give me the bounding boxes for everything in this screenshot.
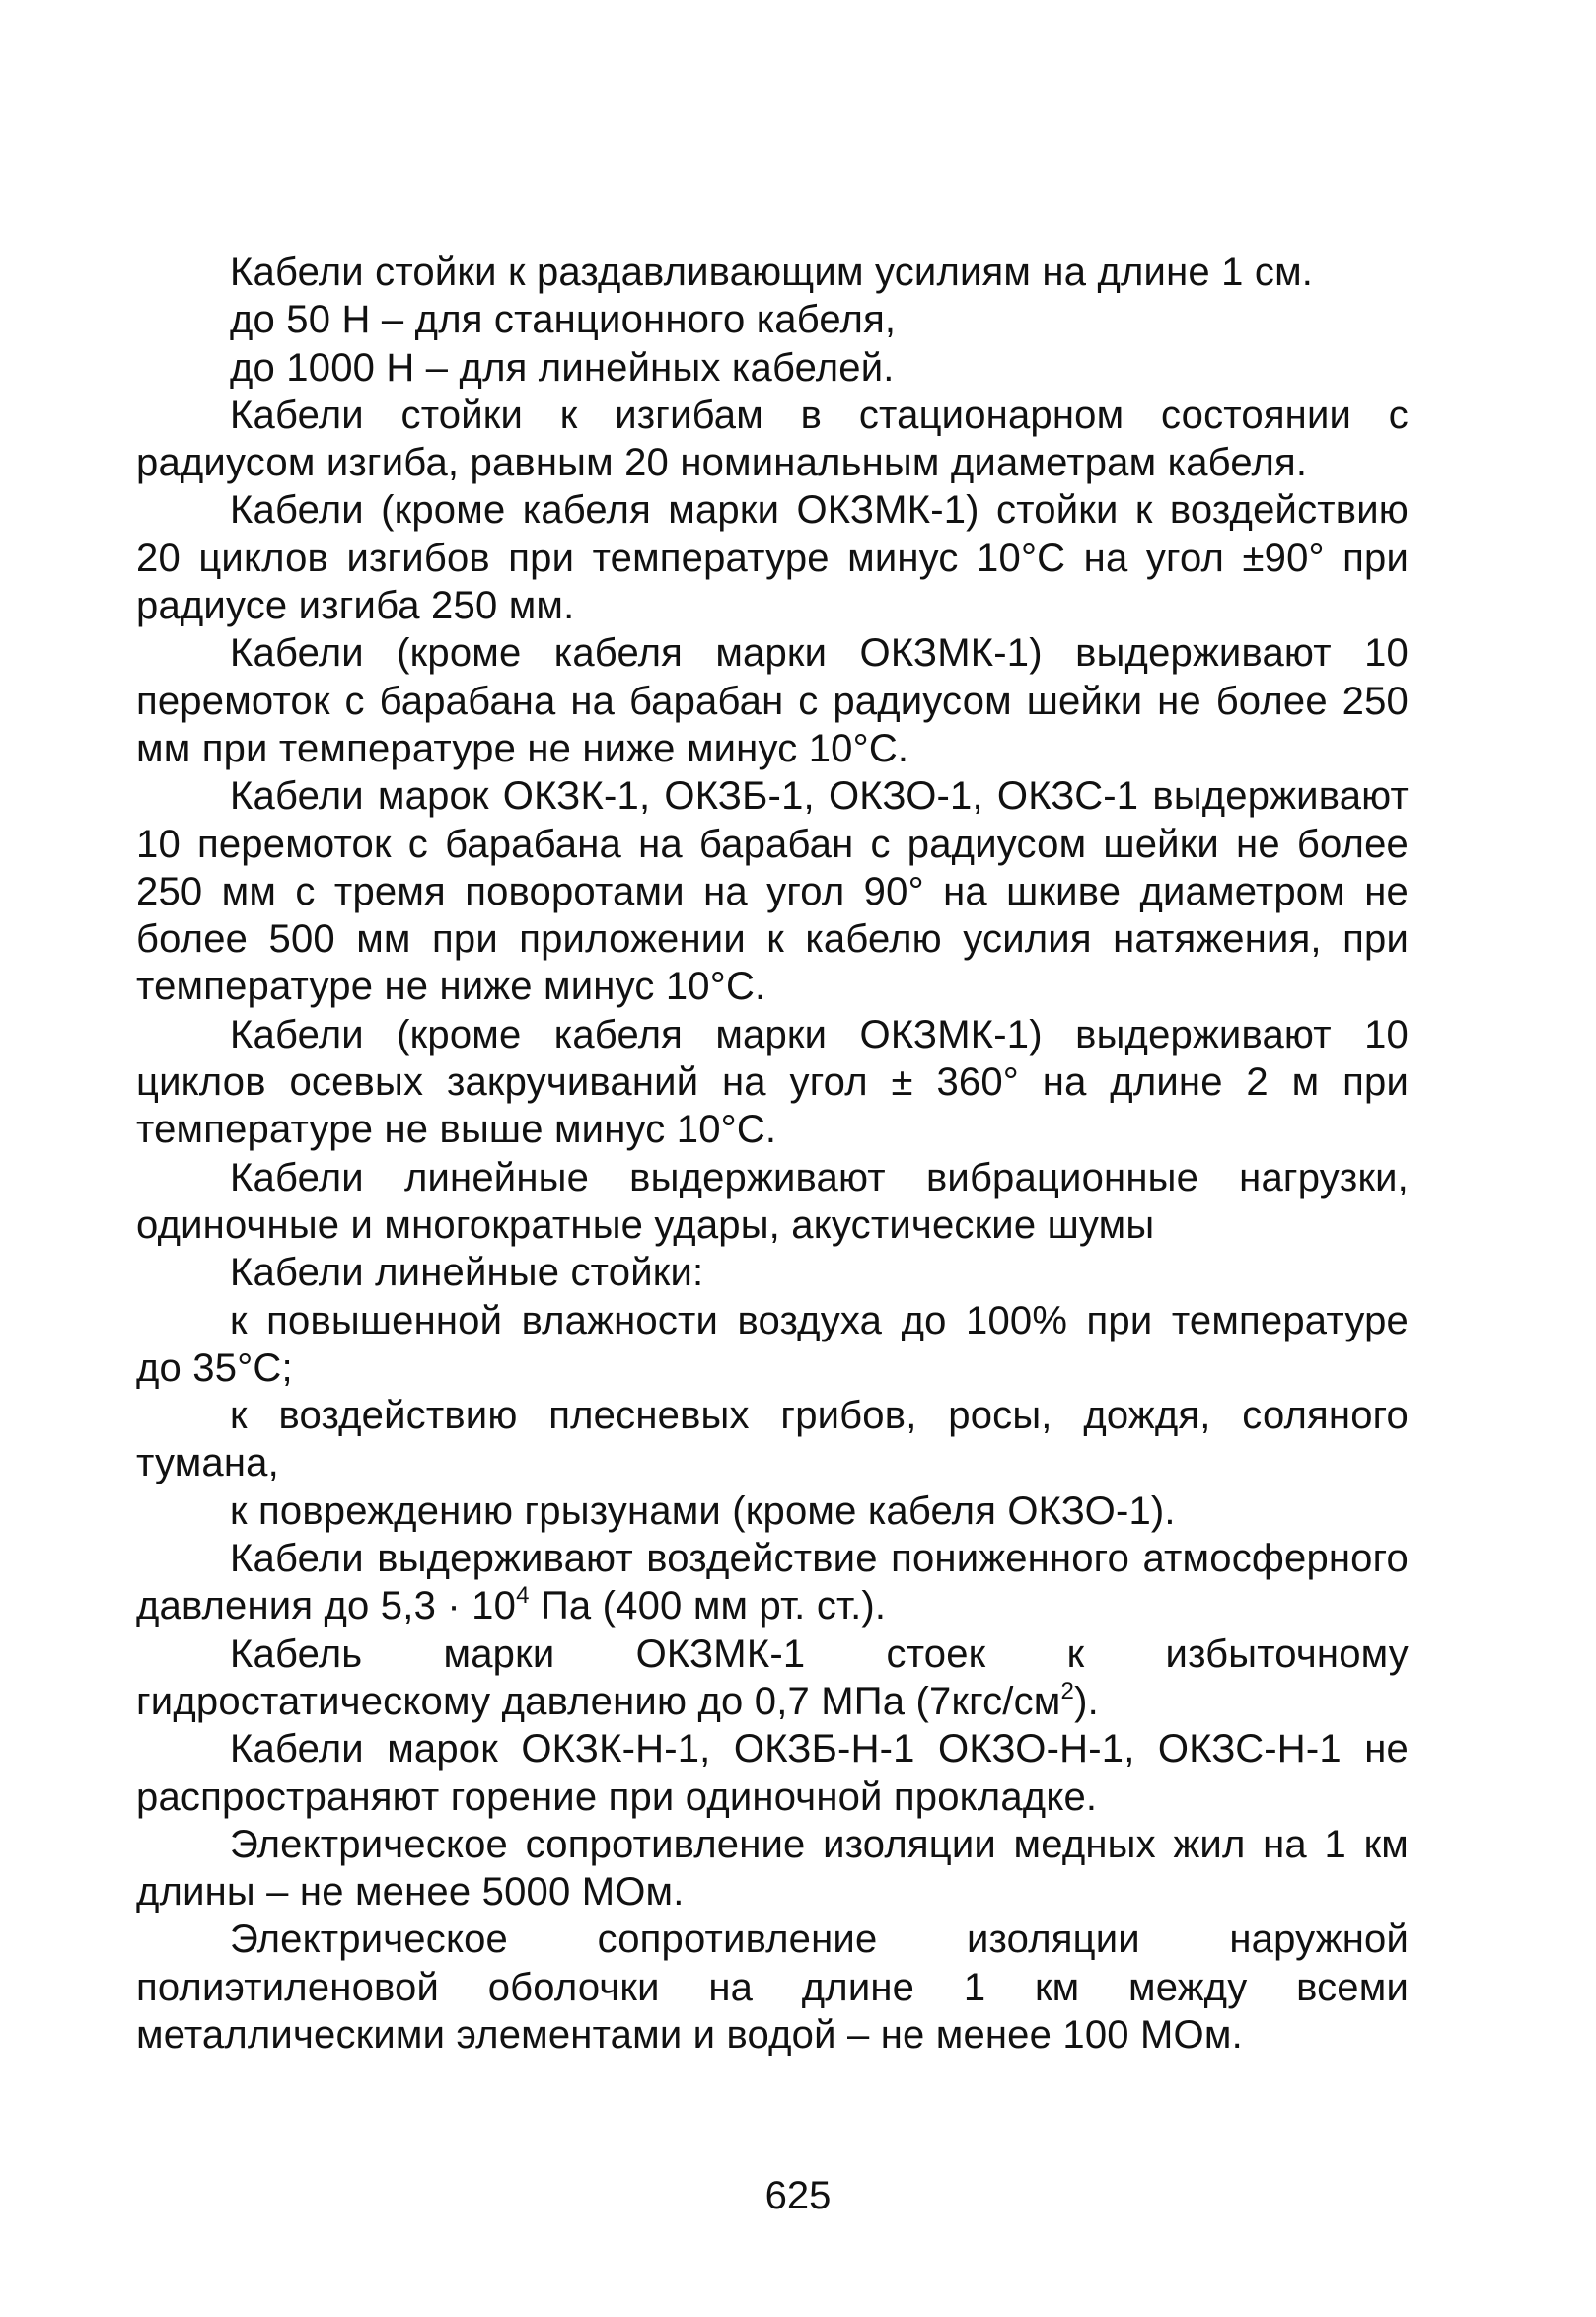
paragraph-axial-twisting: Кабели (кроме кабеля марки ОКЗМК-1) выдерживают 10 циклов осевых закручиваний на угол ± 360° на длине 2 м при температуре не выше минус 10°С. — [136, 1012, 1409, 1152]
hydrostatic-text: Кабель марки ОКЗМК-1 стоек к избыточному гидростатическому давлению до 0,7 МПа (7кгс/см — [136, 1631, 1409, 1723]
paragraph-rewinding-marks: Кабели марок ОКЗК-1, ОКЗБ-1, ОКЗО-1, ОКЗС-1 выдерживают 10 перемоток с барабана на барабан с радиусом шейки не более 250 мм с тремя поворотами на угол 90° на шкиве диаметром не более 500 мм при приложении к кабелю усилия натяжения, при температуре не ниже минус 10°С. — [136, 774, 1409, 1009]
paragraph-flame-retardant: Кабели марок ОКЗК-Н-1, ОКЗБ-Н-1 ОКЗО-Н-1, ОКЗС-Н-1 не распространяют горение при одиночной прокладке. — [136, 1727, 1409, 1819]
exponent-4: 4 — [516, 1582, 530, 1610]
paragraph-static-bending: Кабели стойки к изгибам в стационарном состоянии с радиусом изгиба, равным 20 номинальным диаметрам кабеля. — [136, 393, 1409, 485]
low-pressure-text: Кабели выдерживают воздействие пониженного атмосферного давления до 5,3 · 10 — [136, 1537, 1409, 1629]
paragraph-hydrostatic-pressure — [136, 1630, 1409, 1726]
paragraph-linear-resistant: Кабели линейные стойки: — [230, 1251, 704, 1295]
hydrostatic-tail: ). — [1074, 1679, 1099, 1723]
paragraph-insulation-sheath: Электрическое сопротивление изоляции наружной полиэтиленовой оболочки на длине 1 км между всеми металлическими элементами и водой – не менее 100 МОм. — [136, 1918, 1409, 2057]
list-item-rodents: к повреждению грызунами (кроме кабеля ОКЗО-1). — [230, 1488, 1176, 1533]
page-number: 625 — [764, 2174, 832, 2217]
list-item-linear-cable: до 1000 Н – для линейных кабелей. — [230, 345, 895, 390]
paragraph-vibration: Кабели линейные выдерживают вибрационные нагрузки, одиночные и многократные удары, акустические шумы — [136, 1155, 1409, 1247]
paragraph-insulation-copper: Электрическое сопротивление изоляции медных жил на 1 км длины – не менее 5000 МОм. — [136, 1822, 1409, 1915]
paragraph-crush-resistance: Кабели стойки к раздавливающим усилиям на длине 1 см. — [230, 251, 1314, 294]
paragraph-bending-cycles: Кабели (кроме кабеля марки ОКЗМК-1) стойки к воздействию 20 циклов изгибов при температуре минус 10°С на угол ±90° при радиусе изгиба 250 мм. — [136, 488, 1409, 628]
list-item-humidity: к повышенной влажности воздуха до 100% при температуре до 35°С; — [136, 1298, 1409, 1390]
list-item-station-cable: до 50 Н – для станционного кабеля, — [230, 298, 897, 342]
list-item-mold-fog: к воздействию плесневых грибов, росы, дождя, соляного тумана, — [136, 1394, 1409, 1485]
exponent-2: 2 — [1060, 1677, 1075, 1704]
low-pressure-tail: Па (400 мм рт. ст.). — [529, 1584, 887, 1629]
paragraph-low-pressure — [136, 1535, 1409, 1630]
body-text — [136, 249, 1409, 2059]
paragraph-rewinding: Кабели (кроме кабеля марки ОКЗМК-1) выдерживают 10 перемоток с барабана на барабан с радиусом шейки не более 250 мм при температуре не ниже минус 10°С. — [136, 631, 1409, 770]
